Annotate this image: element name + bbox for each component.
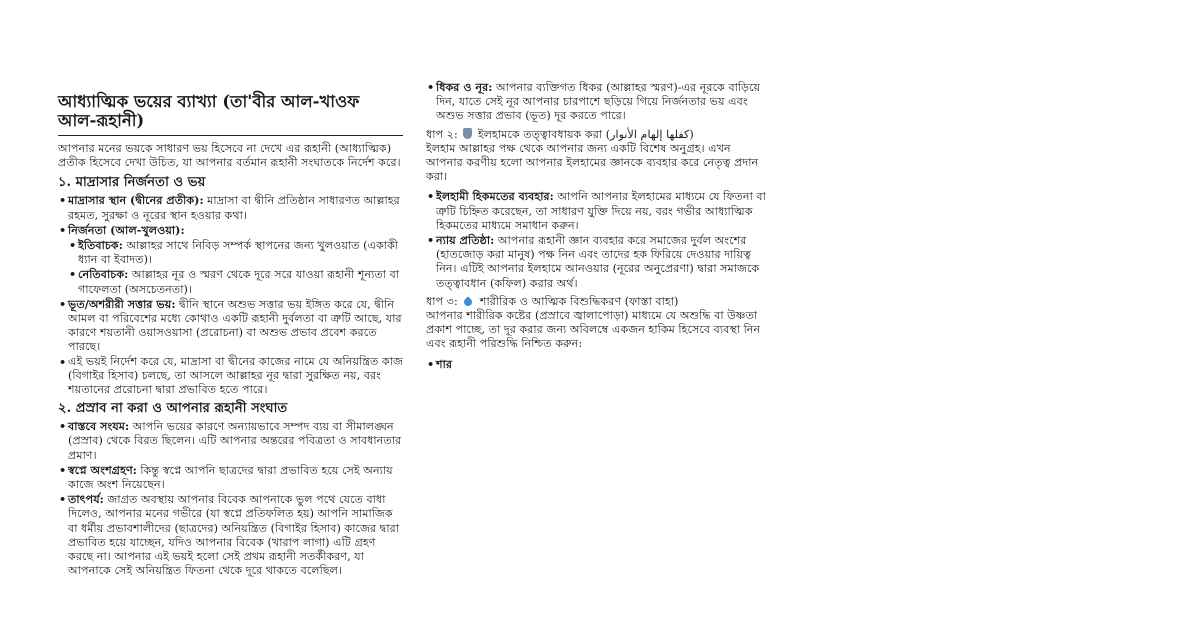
justice-text: আপনার রূহানী জ্ঞান ব্যবহার করে সমাজের দুর্বল অংশের (হাতজোড় করা মানুষ) পক্ষ নিন এবং তাদের হক ফিরিয়ে দেওয়ার দায়িত্ব নিন। এটিই আপনার ইলহামে আনওয়ার (নূরের অনুপ্রেরণা) দ্বারা সমাজকে তত্ত্বাবধান (কফিল) করার অর্থ। xyxy=(436,234,760,290)
restraint-text: আপনি ভয়ের কারণে অন্যায়ভাবে সম্পদ ব্যয় বা সীমালঙ্ঘন (প্রস্রাব) থেকে বিরত ছিলেন। এটি আপনার অন্তরের পবিত্রতা ও সাবধানতার প্রমাণ। xyxy=(68,420,402,462)
wisdom-text: আপনি আপনার ইলহামের মাধ্যমে যে ফিতনা বা ত্রুটি চিহ্নিত করেছেন, তা সাধারণ যুক্তি দিয়ে নয়, বরং গভীর আধ্যাত্মিক হিকমতের মাধ্যমে সমাধান করুন। xyxy=(436,190,766,232)
list-item-wisdom xyxy=(436,189,766,233)
list-item-significance xyxy=(68,492,403,578)
list-item-dhikr xyxy=(436,80,766,124)
shield-icon xyxy=(463,128,472,139)
madrasa-text: মাদ্রাসা বা দ্বীনি প্রতিষ্ঠান সাধারণত আল্লাহর রহমত, সুরক্ষা ও নূরের স্থান হওয়ার কথা। xyxy=(68,194,400,222)
step-3-prefix: ধাপ ৩: xyxy=(426,294,458,308)
droplet-icon xyxy=(463,296,474,307)
list-item-solitude xyxy=(68,223,403,297)
step-2-prefix: ধাপ ২: xyxy=(426,127,458,141)
list-item-madrasa xyxy=(68,193,403,222)
madrasa-label: মাদ্রাসার স্থান (দ্বীনের প্রতীক): xyxy=(68,193,204,208)
positive-text: আল্লাহর সাথে নিবিড় সম্পর্ক স্থাপনের জন্য খুলওয়াত (একাকী ধ্যান বা ইবাদত)। xyxy=(78,239,399,267)
left-column xyxy=(58,92,403,582)
positive-label: ইতিবাচক: xyxy=(78,238,123,253)
step-2-text: ইলহাম আল্লাহর পক্ষ থেকে আপনার জন্য একটি বিশেষ অনুগ্রহ। এখন আপনার করণীয় হলো আপনার ইলহামের জ্ঞানকে ব্যবহার করে নেতৃত্ব প্রদান করা। xyxy=(426,141,759,184)
participation-text: কিন্তু স্বপ্নে আপনি ছাত্রদের দ্বারা প্রভাবিত হয়ে সেই অন্যায় কাজে অংশ নিয়েছেন। xyxy=(68,463,393,492)
list-item-partial xyxy=(436,357,766,372)
section-1-list xyxy=(58,193,403,397)
fear-label: ভূত/অশরীরী সত্তার ভয়: xyxy=(68,296,176,311)
section-2-list xyxy=(58,419,403,578)
section-1-heading: ১. মাদ্রাসার নির্জনতা ও ভয় xyxy=(58,175,206,191)
significance-text: জাগ্রত অবস্থায় আপনার বিবেক আপনাকে ভুল পথে যেতে বাধা দিলেও, আপনার মনের গভীরে (যা স্বপ্নে প্রতিফলিত হয়) আপনি সামাজিক বা ধর্মীয় প্রভাবশালীদের (ছাত্রদের) অনিয়ন্ত্রিত (বিগাইর হিসাব) কাজের দ্বারা প্রভাবিত হয়ে যাচ্ছেন, যদিও আপনার বিবেক (খারাপ লাগা) এটি গ্রহণ করছে না। আপনার এই ভয়ই হলো সেই প্রথম রূহানী সতর্কীকরণ, যা আপনাকে সেই অনিয়ন্ত্রিত ফিতনা থেকে দূরে থাকতে বলেছিল। xyxy=(68,493,399,578)
step-2-title: ইলহামকে তত্ত্বাবধায়ক করা (كفلها إلهام الأنوار) xyxy=(477,127,694,141)
step-3-list xyxy=(426,357,766,372)
justice-label: ন্যায় প্রতিষ্ঠা: xyxy=(436,233,495,248)
participation-label: স্বপ্নে অংশগ্রহণ: xyxy=(68,462,137,477)
dhikr-label: ধিকর ও নূর: xyxy=(436,80,493,94)
list-item-indication xyxy=(68,355,403,398)
partial-label: শার xyxy=(436,356,453,371)
right-column xyxy=(426,80,766,376)
step-3-heading xyxy=(426,295,766,352)
fear-text: দ্বীনি স্থানে অশুভ সত্তার ভয় ইঙ্গিত করে যে, দ্বীনি আমল বা পরিবেশের মধ্যে কোথাও একটি রূহানী দুর্বলতা বা ত্রুটি আছে, যার কারণে শয়তানী ওয়াসওয়াসা (প্ররোচনা) বা অশুভ প্রভাব প্রবেশ করতে পারছে। xyxy=(68,297,402,354)
step-3-title: শারীরিক ও আত্মিক বিশুদ্ধিকরণ (ফাস্তা বাহা) xyxy=(479,294,679,308)
intro-paragraph: আপনার মনের ভয়কে সাধারণ ভয় হিসেবে না দেখে এর রূহানী (আধ্যাত্মিক) প্রতীক হিসেবে দেখা উচিত, যা আপনার বর্তমান রূহানী সংঘাতকে নির্দেশ করে। xyxy=(58,142,401,170)
dhikr-list xyxy=(426,80,766,124)
step-2-heading xyxy=(426,128,766,185)
negative-label: নেতিবাচক: xyxy=(78,267,129,282)
section-2-heading: ২. প্রস্রাব না করা ও আপনার রূহানী সংঘাত xyxy=(58,401,288,417)
list-item-participation xyxy=(68,463,403,492)
list-item-justice xyxy=(436,233,766,291)
list-item-restraint xyxy=(68,419,403,463)
restraint-label: বাস্তবে সংযম: xyxy=(68,419,130,434)
step-2-list xyxy=(426,189,766,290)
negative-text: আল্লাহর নূর ও স্মরণ থেকে দূরে সরে যাওয়া রূহানী শূন্যতা বা গাফেলতা (অসচেতনতা)। xyxy=(78,268,400,296)
step-3-text: আপনার শারীরিক কষ্টের (প্রস্রাবে জ্বালাপোড়া) মাধ্যমে যে অশুদ্ধি বা উষ্ণতা প্রকাশ পাচ্ছে, তা দূর করার জন্য অবিলম্বে একজন হাকিম হিসেবে ব্যবস্থা নিন এবং রূহানী পরিশুদ্ধি নিশ্চিত করুন: xyxy=(426,309,761,351)
list-item-negative xyxy=(78,267,403,296)
document-title: আধ্যাত্মিক ভয়ের ব্যাখ্যা (তা'বীর আল-খাওফ আল-রূহানী) xyxy=(58,92,403,136)
indication-text: এই ভয়ই নির্দেশ করে যে, মাদ্রাসা বা দ্বীনের কাজের নামে যে অনিয়ন্ত্রিত কাজ (বিগাইর হিসাব) চলছে, তা আসলে আল্লাহর নূর দ্বারা সুরক্ষিত নয়, বরং শয়তানের প্ররোচনা দ্বারা প্রভাবিত হতে পারে। xyxy=(68,354,403,397)
significance-label: তাৎপর্য: xyxy=(68,492,104,507)
list-item-fear xyxy=(68,297,403,355)
solitude-sublist xyxy=(68,238,403,297)
dhikr-text: আপনার ব্যক্তিগত ধিকর (আল্লাহর স্মরণ)-এর নূরকে বাড়িয়ে দিন, যাতে সেই নূর আপনার চারপাশে ছড়িয়ে গিয়ে নির্জনতার ভয় এবং অশুভ সত্তার প্রভাব (ভূত) দূর করতে পারে। xyxy=(436,81,761,123)
list-item-positive xyxy=(78,238,403,267)
wisdom-label: ইলহামী হিকমতের ব্যবহার: xyxy=(436,189,554,204)
solitude-label: নির্জনতা (আল-খুলওয়া): xyxy=(68,222,185,237)
